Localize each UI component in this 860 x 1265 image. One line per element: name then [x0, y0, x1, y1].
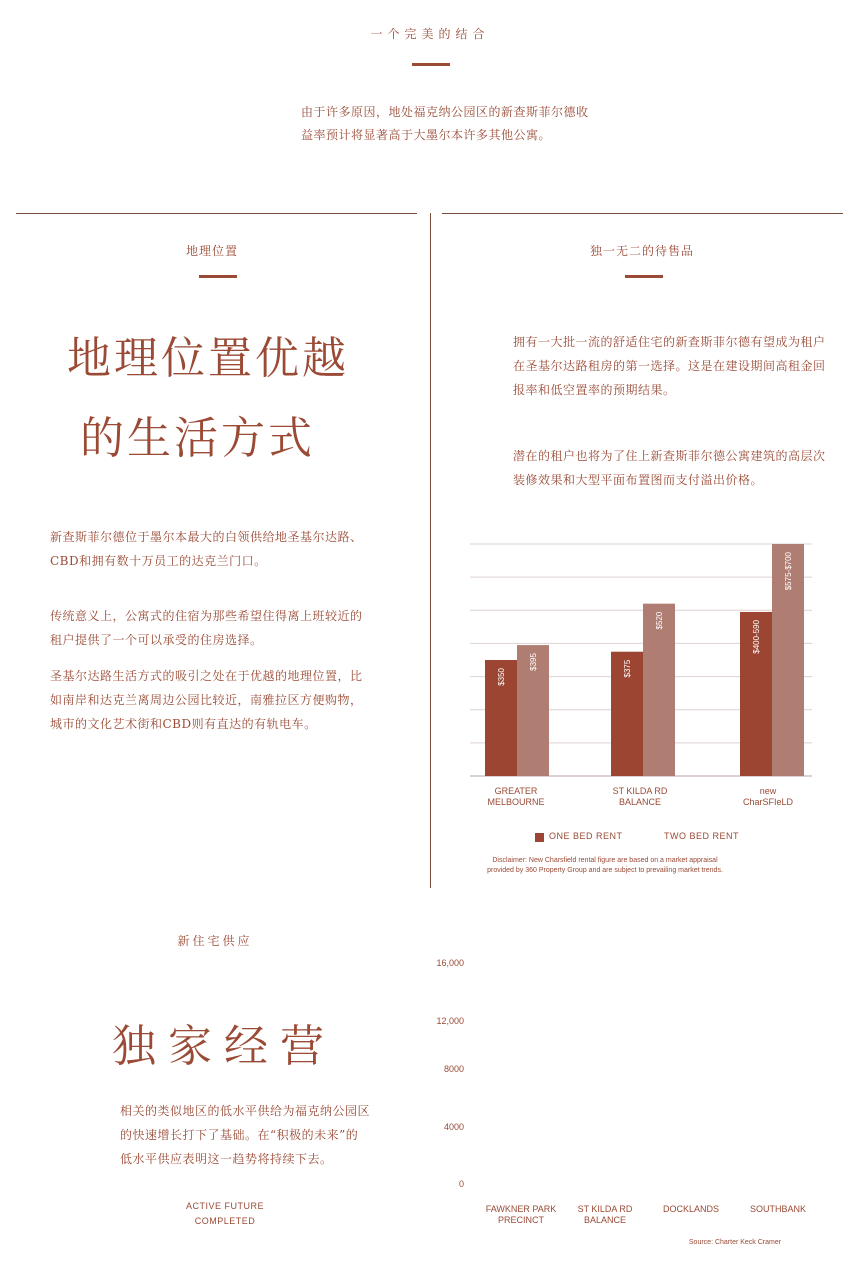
supply-headline: 独家经营 [112, 1021, 336, 1072]
location-p3-line2: 如南岸和达克兰离周边公园比较近，南雅拉区方便购物， [50, 693, 363, 707]
location-underline [199, 275, 237, 278]
legend-swatch-one-bed [535, 833, 544, 842]
unique-p1-line2: 在圣基尔达路租房的第一选择。这是在建设期间高租金回 [513, 359, 826, 373]
unique-label: 独一无二的待售品 [589, 244, 694, 258]
supply-source: Source: Charter Keck Cramer [688, 1239, 782, 1246]
unique-underline [625, 275, 663, 278]
supply-ytick-16000: 16,000 [436, 958, 464, 968]
unique-p2-line2: 装修效果和大型平面布置图而支付溢出价格。 [513, 473, 764, 487]
supply-category-3 [646, 1204, 736, 1215]
rent-category-1-line2: MELBOURNE [487, 797, 545, 807]
supply-category-2 [560, 1204, 650, 1226]
location-headline-1: 地理位置优越 [67, 333, 349, 384]
supply-p1-line2: 的快速增长打下了基础。在“积极的未来”的 [120, 1128, 359, 1142]
supply-ytick-0: 0 [458, 1179, 464, 1189]
supply-category-1 [476, 1204, 566, 1226]
location-p2-line1: 传统意义上，公寓式的住宿为那些希望住得离上班较近的 [50, 609, 363, 623]
supply-legend-completed: COMPLETED [194, 1216, 256, 1226]
rent-bar-label-two-bed-1: $395 [529, 653, 538, 671]
supply-category-1-line2: PRECINCT [497, 1215, 544, 1225]
rent-bar-label-one-bed-2: $375 [623, 659, 632, 678]
supply-ytick-8000: 8000 [443, 1064, 464, 1074]
supply-legend-active: ACTIVE FUTURE [185, 1201, 264, 1211]
intro-line-1: 由于许多原因，地处福克纳公园区的新查斯菲尔德收 [301, 105, 589, 119]
location-p1-line2: CBD和拥有数十万员工的达克兰门口。 [50, 554, 267, 568]
supply-ytick-12000: 12,000 [436, 1016, 464, 1026]
supply-category-4 [733, 1204, 823, 1215]
divider-right [442, 213, 843, 214]
location-label: 地理位置 [185, 244, 238, 258]
rent-disclaimer-2: provided by 360 Property Group and are subject to prevailing market trends. [487, 867, 723, 874]
title-underline [412, 63, 450, 66]
rent-disclaimer-1: Disclaimer: New Charsfield rental figure are based on a market appraisal [492, 857, 718, 864]
supply-label: 新住宅供应 [177, 934, 253, 948]
column-divider [430, 213, 431, 888]
supply-p1-line1: 相关的类似地区的低水平供给为福克纳公园区 [120, 1104, 371, 1118]
divider-left [16, 213, 417, 214]
supply-ytick-4000: 4000 [443, 1122, 464, 1132]
rent-category-1-line1: GREATER [494, 786, 538, 796]
rent-legend [535, 830, 795, 844]
legend-label-two-bed: TWO BED RENT [664, 831, 739, 841]
rent-bar-label-two-bed-3: $575-$700 [784, 552, 793, 591]
rent-category-3-line2: CharSFIeLD [742, 797, 794, 807]
page-title: 一个完美的结合 [370, 27, 490, 41]
location-p1-line1: 新查斯菲尔德位于墨尔本最大的白领供给地圣基尔达路、 [50, 530, 363, 544]
rent-category-2 [590, 786, 690, 808]
intro-line-2: 益率预计将显著高于大墨尔本许多其他公寓。 [301, 128, 552, 142]
supply-category-4-line1: SOUTHBANK [749, 1204, 806, 1214]
location-p3-line1: 圣基尔达路生活方式的吸引之处在于优越的地理位置，比 [50, 669, 363, 683]
supply-category-1-line1: FAWKNER PARK [485, 1204, 557, 1214]
rent-chart [440, 530, 840, 790]
supply-category-3-line1: DOCKLANDS [662, 1204, 719, 1214]
supply-category-2-line2: BALANCE [583, 1215, 627, 1225]
unique-p1-line3: 报率和低空置率的预期结果。 [513, 383, 676, 397]
location-p3-line3: 城市的文化艺术街和CBD则有直达的有轨电车。 [50, 717, 317, 731]
rent-bar-label-one-bed-1: $350 [497, 668, 506, 686]
supply-category-2-line1: ST KILDA RD [577, 1204, 633, 1214]
rent-bar-label-two-bed-2: $520 [655, 611, 664, 630]
location-p2-line2: 租户提供了一个可以承受的住房选择。 [50, 633, 263, 647]
unique-p1-line1: 拥有一大批一流的舒适住宅的新查斯菲尔德有望成为租户 [513, 335, 826, 349]
rent-category-1 [466, 786, 566, 808]
rent-category-2-line1: ST KILDA RD [612, 786, 668, 796]
rent-category-3 [718, 786, 818, 808]
rent-category-3-line1: new [759, 786, 777, 796]
rent-category-2-line2: BALANCE [618, 797, 662, 807]
legend-label-one-bed: ONE BED RENT [549, 831, 623, 841]
rent-bar-label-one-bed-3: $400-590 [752, 619, 761, 654]
unique-p2-line1: 潜在的租户也将为了住上新查斯菲尔德公寓建筑的高层次 [513, 449, 826, 463]
location-headline-2: 的生活方式 [80, 413, 315, 464]
supply-p1-line3: 低水平供应表明这一趋势将持续下去。 [120, 1152, 333, 1166]
